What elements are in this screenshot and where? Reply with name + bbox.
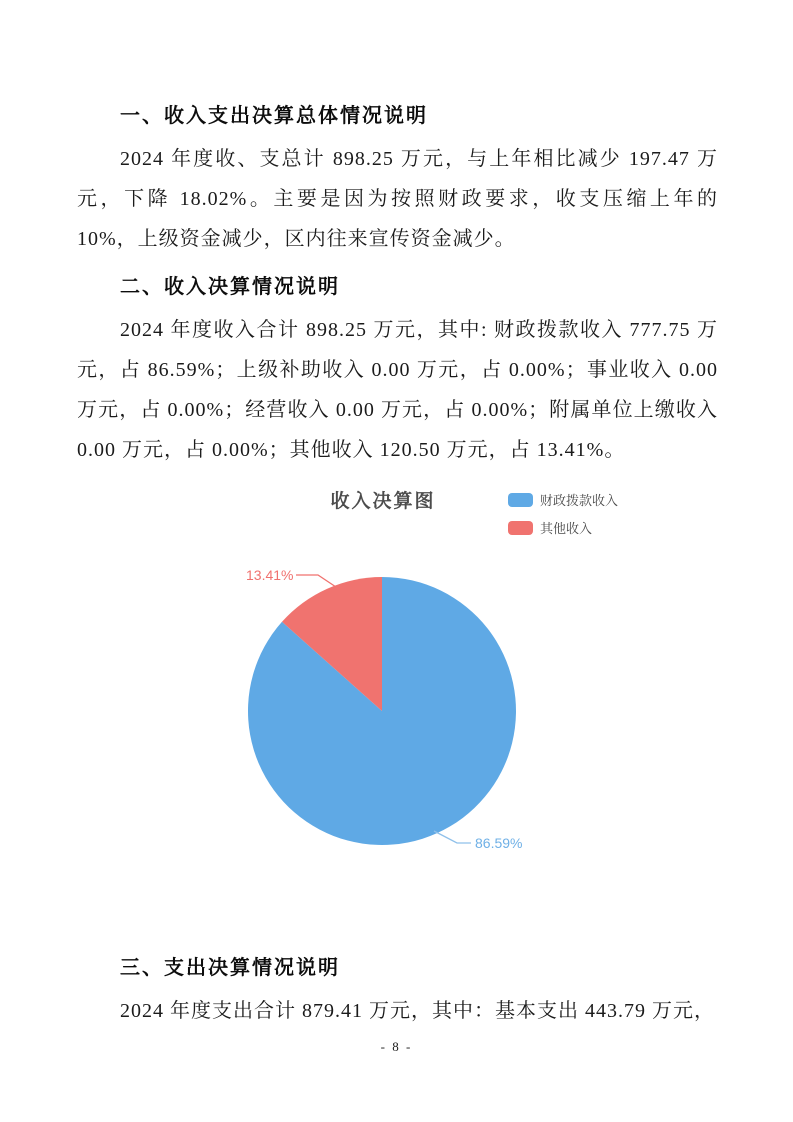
legend-item-other-income bbox=[508, 518, 618, 537]
page-number: - 8 - bbox=[380, 1039, 413, 1054]
section-1-paragraph: 2024 年度收、支总计 898.25 万元，与上年相比减少 197.47 万元，下降 18.02%。主要是因为按照财政要求，收支压缩上年的 10%，上级资金减少，区内往来宣传资金减少。 bbox=[77, 148, 718, 250]
leader-line-other-income bbox=[296, 575, 336, 587]
legend-swatch-blue bbox=[508, 493, 533, 507]
legend-swatch-red bbox=[508, 521, 533, 535]
leader-line-fiscal-income bbox=[434, 831, 471, 843]
pie-label-other-income-percent: 13.41% bbox=[246, 567, 294, 583]
section-overview bbox=[77, 96, 718, 259]
pie-chart-legend bbox=[508, 490, 618, 537]
legend-label-other-income: 其他收入 bbox=[540, 521, 593, 536]
section-2-heading: 二、收入决算情况说明 bbox=[120, 276, 340, 298]
pie-label-fiscal-income-percent: 86.59% bbox=[475, 835, 523, 851]
section-2-paragraph: 2024 年度收入合计 898.25 万元，其中: 财政拨款收入 777.75 万元，占 86.59%；上级补助收入 0.00 万元，占 0.00%；事业收入 0.00 万元，占 0.00%；经营收入 0.00 万元，占 0.00%；附属单位上缴收入 0.00 万元，占 0.00%；其他收入 120.50 万元，占 13.41%。 bbox=[77, 319, 718, 461]
section-3-heading: 三、支出决算情况说明 bbox=[120, 957, 340, 979]
section-1-heading: 一、收入支出决算总体情况说明 bbox=[120, 105, 428, 127]
legend-label-fiscal-income: 财政拨款收入 bbox=[540, 493, 619, 508]
legend-item-fiscal-income bbox=[508, 490, 618, 509]
section-income bbox=[77, 267, 718, 470]
pie-chart-title: 收入决算图 bbox=[330, 491, 436, 512]
section-3-paragraph: 2024 年度支出合计 879.41 万元，其中：基本支出 443.79 万元， bbox=[120, 1000, 715, 1022]
section-expenditure bbox=[77, 948, 718, 1031]
income-pie-chart bbox=[230, 552, 540, 862]
